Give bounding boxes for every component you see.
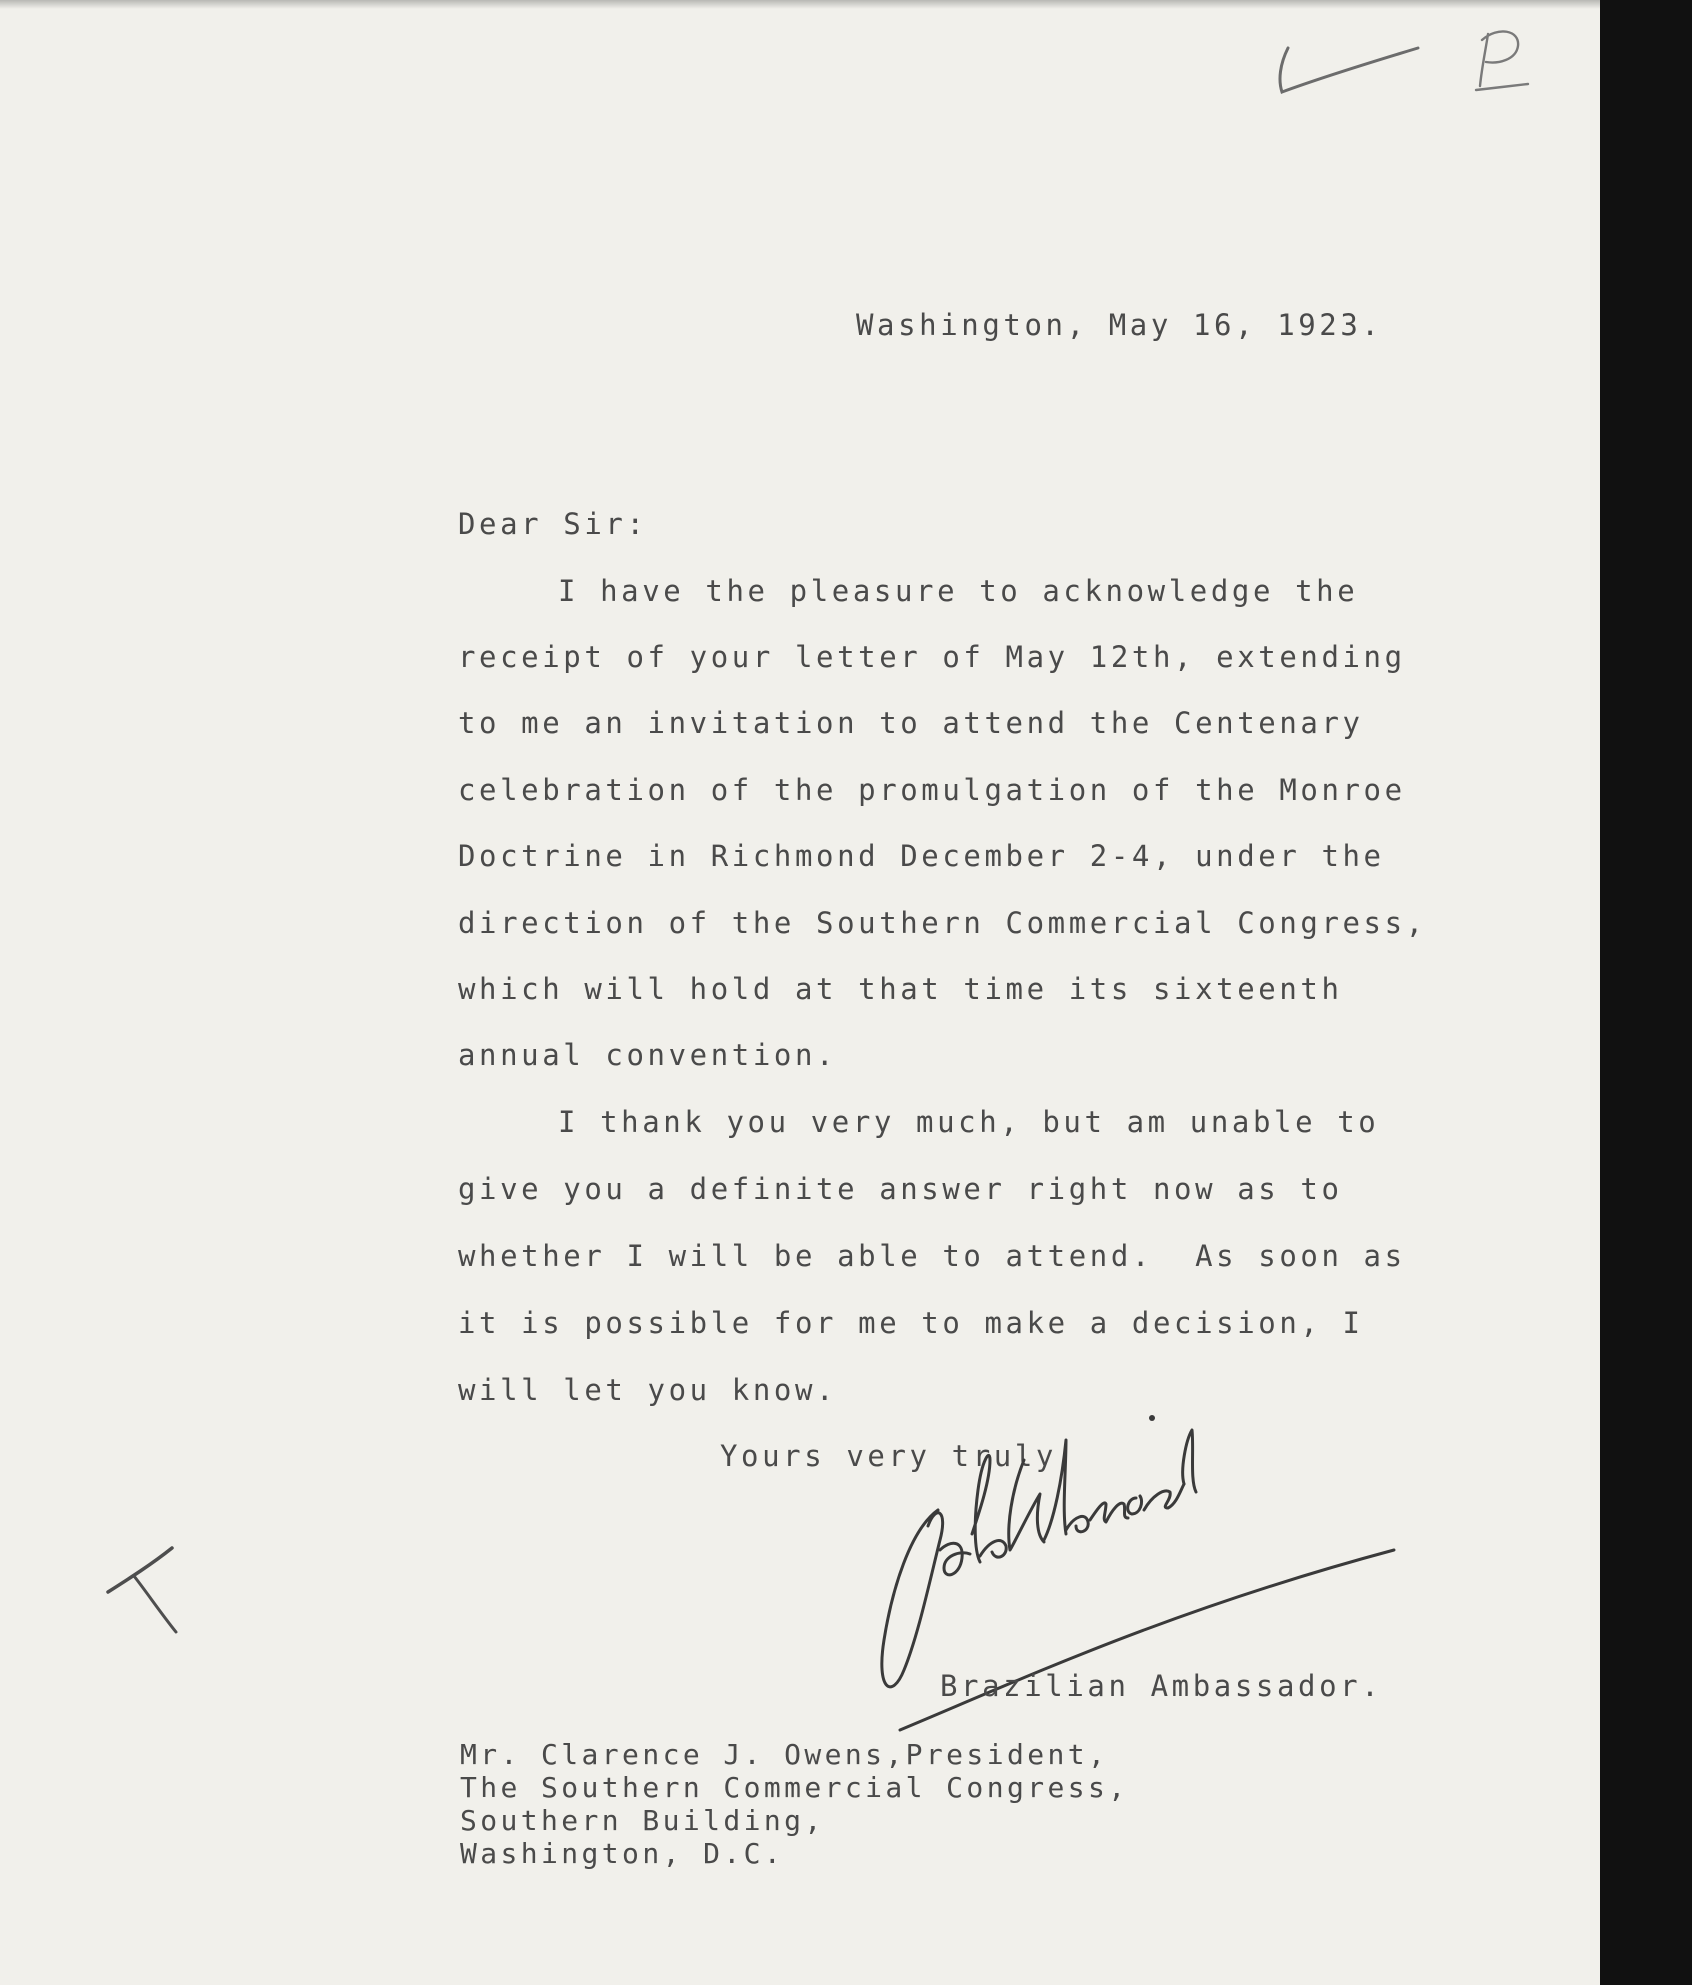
filing-mark-p-drawing xyxy=(1458,24,1538,104)
body-line: to me an invitation to attend the Centenary xyxy=(458,706,1364,740)
signer-title: Brazilian Ambassador. xyxy=(940,1669,1383,1703)
body-line: which will hold at that time its sixteenth xyxy=(458,972,1343,1006)
body-line: Doctrine in Richmond December 2-4, under the xyxy=(458,839,1385,873)
check-mark-icon xyxy=(1270,20,1430,100)
closing: Yours very truly xyxy=(720,1439,1057,1473)
body-line: celebration of the promulgation of the Monroe xyxy=(458,773,1406,807)
body-line: give you a definite answer right now as to xyxy=(458,1172,1343,1206)
dateline: Washington, May 16, 1923. xyxy=(856,308,1383,342)
scan-top-edge xyxy=(0,0,1600,9)
body-line: will let you know. xyxy=(458,1373,838,1407)
body-line: I have the pleasure to acknowledge the xyxy=(558,574,1359,608)
body-line: it is possible for me to make a decision, I xyxy=(458,1306,1364,1340)
signature-drawing xyxy=(840,1400,1400,1760)
body-line: receipt of your letter of May 12th, extending xyxy=(458,640,1406,674)
recipient-line: Washington, D.C. xyxy=(460,1837,785,1870)
body-line: whether I will be able to attend. As soon as xyxy=(458,1239,1406,1273)
filing-mark-p xyxy=(1462,30,1522,105)
recipient-line: Southern Building, xyxy=(460,1804,825,1837)
salutation: Dear Sir: xyxy=(458,507,648,541)
scan-border xyxy=(1600,0,1692,1985)
recipient-line: The Southern Commercial Congress, xyxy=(460,1771,1129,1804)
ink-dot xyxy=(1149,1415,1155,1421)
body-line: direction of the Southern Commercial Congress, xyxy=(458,906,1427,940)
t-mark-icon xyxy=(100,1530,190,1640)
recipient-line: Mr. Clarence J. Owens,President, xyxy=(460,1738,1109,1771)
body-line: I thank you very much, but am unable to xyxy=(558,1105,1380,1139)
body-line: annual convention. xyxy=(458,1038,838,1072)
